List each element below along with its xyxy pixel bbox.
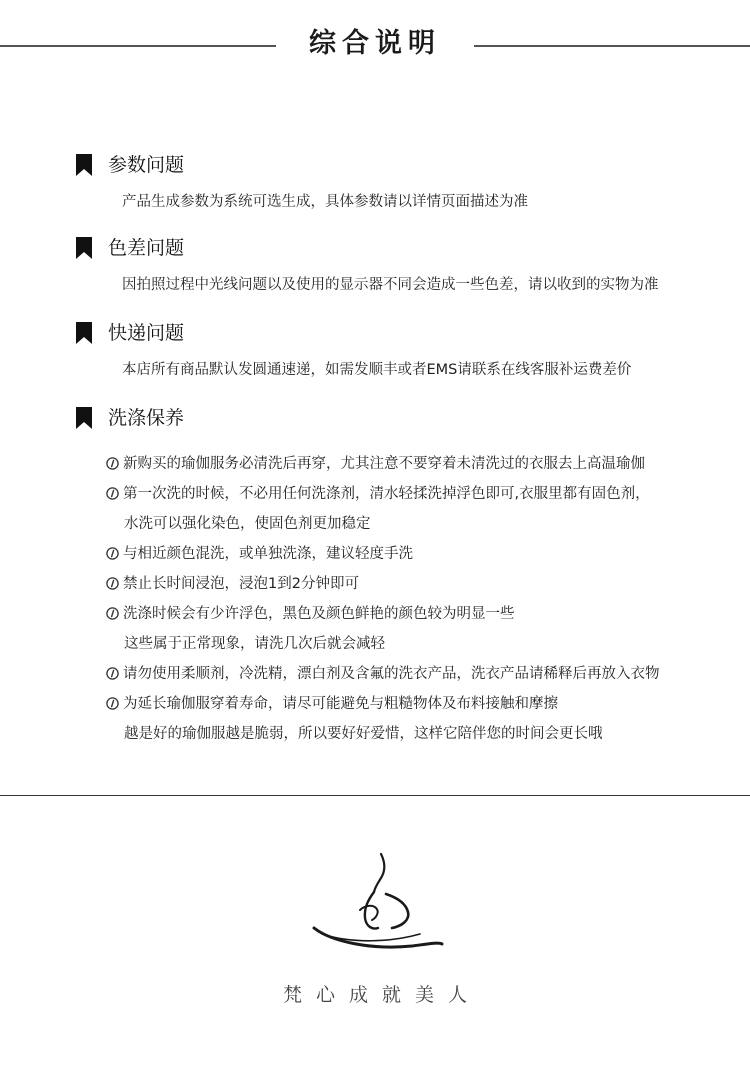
- care-line: [106, 483, 746, 513]
- care-line: [106, 603, 746, 633]
- section-parameters: [76, 150, 736, 212]
- bookmark-icon: [76, 237, 92, 259]
- care-line: [106, 543, 746, 573]
- info-circle-icon: [106, 487, 119, 500]
- care-text: 水洗可以强化染色，使固色剂更加稳定: [124, 516, 371, 532]
- section-title: 洗涤保养: [108, 407, 185, 429]
- section-heading: [76, 318, 736, 348]
- info-circle-icon: [106, 577, 119, 590]
- header-rule-left: [0, 45, 276, 47]
- bookmark-icon: [76, 407, 92, 429]
- care-line-continued: [106, 633, 746, 663]
- info-circle-icon: [106, 547, 119, 560]
- care-text: 越是好的瑜伽服越是脆弱，所以要好好爱惜，这样它陪伴您的时间会更长哦: [124, 726, 603, 742]
- care-text: 禁止长时间浸泡，浸泡1到2分钟即可: [123, 576, 359, 592]
- care-text: 与相近颜色混洗，或单独洗涤，建议轻度手洗: [123, 546, 413, 562]
- care-line-continued: [106, 513, 746, 543]
- care-text: 为延长瑜伽服穿着寿命，请尽可能避免与粗糙物体及布料接触和摩擦: [123, 696, 558, 712]
- section-title: 快递问题: [108, 322, 185, 344]
- info-circle-icon: [106, 697, 119, 710]
- section-body: 因拍照过程中光线问题以及使用的显示器不同会造成一些色差，请以收到的实物为准: [122, 277, 659, 293]
- section-body: 产品生成参数为系统可选生成，具体参数请以详情页面描述为准: [122, 194, 528, 210]
- yoga-brand-logo: [302, 848, 452, 958]
- care-line: [106, 453, 746, 483]
- section-heading: [76, 233, 736, 263]
- care-item: [106, 453, 746, 483]
- care-item: [106, 663, 746, 693]
- info-circle-icon: [106, 607, 119, 620]
- care-text: 新购买的瑜伽服务必清洗后再穿，尤其注意不要穿着未清洗过的衣服去上高温瑜伽: [123, 456, 645, 472]
- care-text: 第一次洗的时候，不必用任何洗涤剂，清水轻揉洗掉浮色即可,衣服里都有固色剂，: [123, 486, 650, 502]
- care-text: 洗涤时候会有少许浮色，黑色及颜色鲜艳的颜色较为明显一些: [123, 606, 515, 622]
- page-title: 综合说明: [309, 28, 441, 59]
- section-heading: [76, 150, 736, 180]
- care-line-continued: [106, 723, 746, 753]
- brand-slogan: 梵心成就美人: [282, 984, 481, 1006]
- care-item: [106, 573, 746, 603]
- care-item: [106, 483, 746, 543]
- care-line: [106, 663, 746, 693]
- section-washing-care: [76, 403, 736, 433]
- page-header: [0, 22, 750, 66]
- care-line: [106, 573, 746, 603]
- care-instructions-list: [106, 453, 746, 753]
- info-circle-icon: [106, 457, 119, 470]
- section-title: 色差问题: [108, 237, 185, 259]
- section-color-difference: [76, 233, 736, 295]
- care-line: [106, 693, 746, 723]
- section-shipping: [76, 318, 736, 380]
- care-item: [106, 693, 746, 753]
- section-title: 参数问题: [108, 154, 185, 176]
- care-item: [106, 543, 746, 573]
- care-text: 请勿使用柔顺剂，冷洗精，漂白剂及含氟的洗衣产品，洗衣产品请稀释后再放入衣物: [123, 666, 660, 682]
- care-item: [106, 603, 746, 663]
- section-divider: [0, 795, 750, 796]
- bookmark-icon: [76, 322, 92, 344]
- section-heading: [76, 403, 736, 433]
- care-text: 这些属于正常现象，请洗几次后就会减轻: [124, 636, 385, 652]
- info-circle-icon: [106, 667, 119, 680]
- section-body: 本店所有商品默认发圆通速递，如需发顺丰或者EMS请联系在线客服补运费差价: [122, 362, 632, 378]
- bookmark-icon: [76, 154, 92, 176]
- header-rule-right: [474, 45, 750, 47]
